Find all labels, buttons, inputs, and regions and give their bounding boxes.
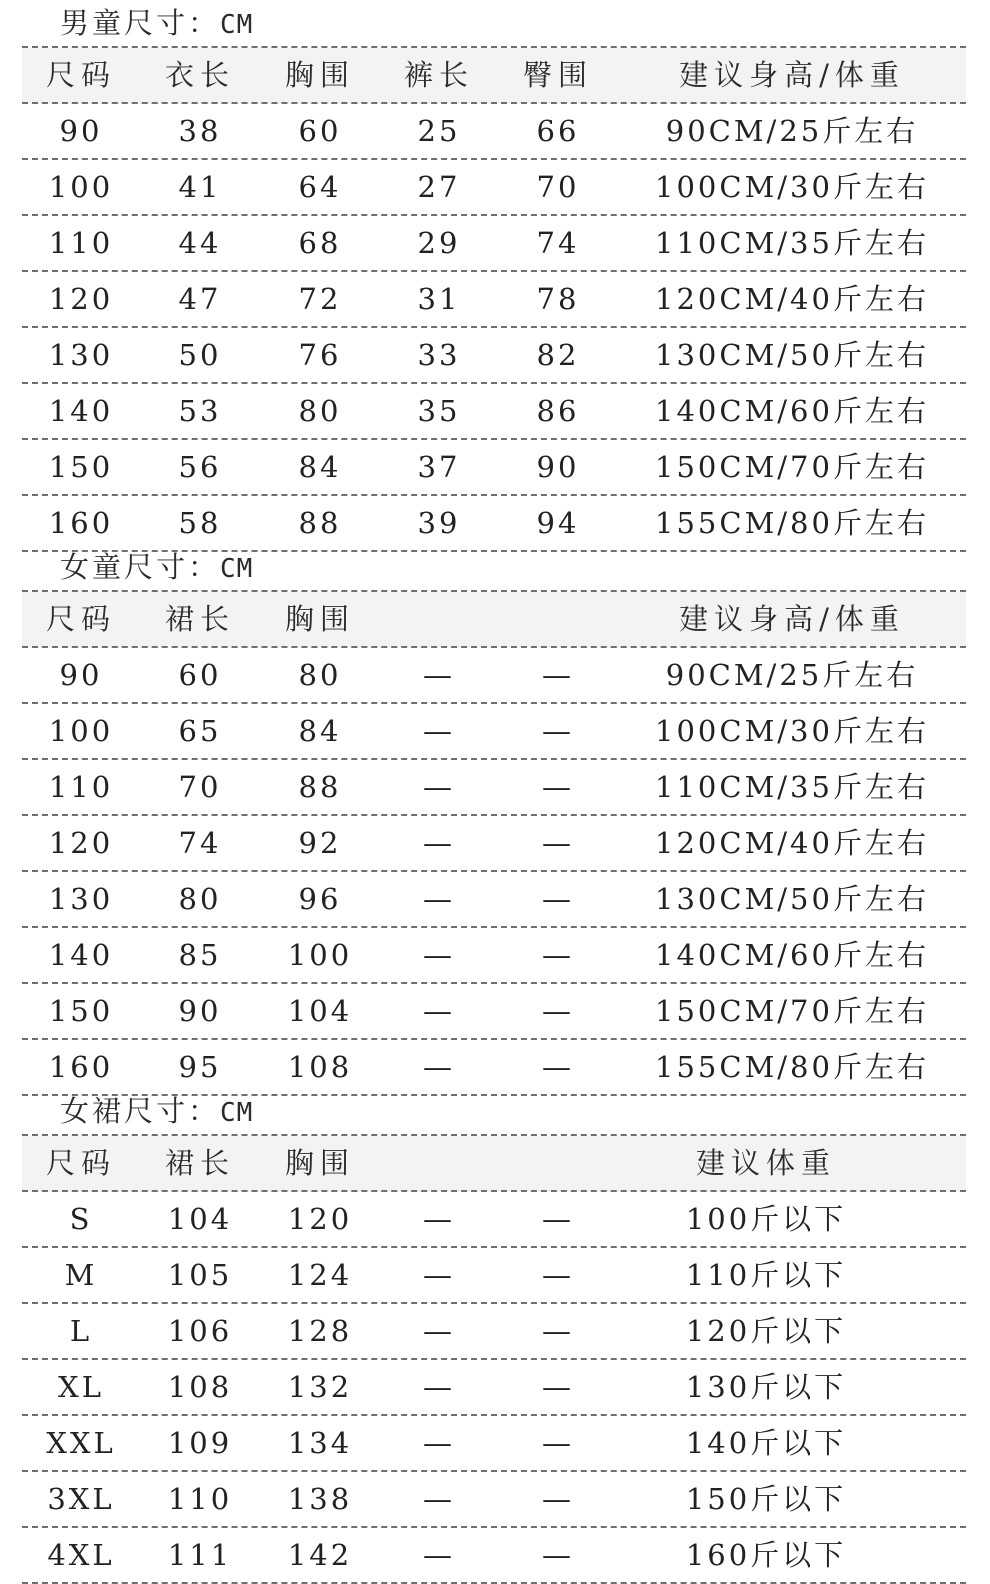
cell-size: 100 xyxy=(48,714,114,748)
table-row xyxy=(22,1248,966,1304)
boys-size-section xyxy=(22,0,966,552)
cell-length: 65 xyxy=(178,714,222,748)
cell-col5: — xyxy=(542,770,574,804)
header-size: 尺码 xyxy=(45,58,116,92)
cell-length: 95 xyxy=(178,1050,222,1084)
cell-size: 110 xyxy=(48,770,114,804)
cell-length: 104 xyxy=(167,1202,233,1236)
section-title-text: 女童尺寸： xyxy=(60,550,221,584)
cell-col4: — xyxy=(423,1258,455,1292)
cell-length: 53 xyxy=(178,394,222,428)
cell-recommendation: 90CM/25斤左右 xyxy=(665,658,919,692)
cell-col4: — xyxy=(423,938,455,972)
cell-col4: 31 xyxy=(417,282,461,316)
cell-chest: 142 xyxy=(287,1538,353,1572)
section-unit: CM xyxy=(220,10,254,40)
cell-recommendation: 120斤以下 xyxy=(685,1314,847,1348)
header-dress-length: 裙长 xyxy=(164,602,235,636)
cell-length: 111 xyxy=(167,1538,233,1572)
table-header-row xyxy=(22,1136,966,1192)
cell-col4: 35 xyxy=(417,394,461,428)
header-top-length: 衣长 xyxy=(164,58,235,92)
cell-chest: 132 xyxy=(287,1370,353,1404)
cell-size: 150 xyxy=(48,450,114,484)
table-header-row xyxy=(22,48,966,104)
cell-size: 3XL xyxy=(47,1482,115,1516)
cell-recommendation: 155CM/80斤左右 xyxy=(655,1050,929,1084)
cell-size: XXL xyxy=(46,1426,116,1460)
cell-chest: 72 xyxy=(298,282,342,316)
cell-chest: 84 xyxy=(298,450,342,484)
cell-length: 38 xyxy=(178,114,222,148)
cell-length: 74 xyxy=(178,826,222,860)
cell-length: 47 xyxy=(178,282,222,316)
cell-chest: 104 xyxy=(287,994,353,1028)
cell-recommendation: 155CM/80斤左右 xyxy=(655,506,929,540)
table-row xyxy=(22,104,966,160)
table-row xyxy=(22,704,966,760)
cell-col5: 82 xyxy=(536,338,580,372)
cell-recommendation: 100斤以下 xyxy=(685,1202,847,1236)
header-height-weight: 建议身高/体重 xyxy=(679,602,905,636)
cell-col4: — xyxy=(423,714,455,748)
cell-recommendation: 110CM/35斤左右 xyxy=(655,770,929,804)
cell-recommendation: 140斤以下 xyxy=(685,1426,847,1460)
cell-length: 56 xyxy=(178,450,222,484)
cell-chest: 76 xyxy=(298,338,342,372)
table-body xyxy=(22,648,966,1096)
section-title-text: 女裙尺寸： xyxy=(60,1094,221,1128)
cell-col4: — xyxy=(423,658,455,692)
table-row xyxy=(22,384,966,440)
cell-col5: — xyxy=(542,1258,574,1292)
cell-length: 58 xyxy=(178,506,222,540)
cell-col5: 94 xyxy=(536,506,580,540)
cell-length: 60 xyxy=(178,658,222,692)
cell-col4: — xyxy=(423,770,455,804)
table-row xyxy=(22,984,966,1040)
cell-chest: 88 xyxy=(298,506,342,540)
cell-col4: 37 xyxy=(417,450,461,484)
cell-size: L xyxy=(69,1314,93,1348)
header-chest: 胸围 xyxy=(284,58,355,92)
cell-chest: 80 xyxy=(298,394,342,428)
cell-size: 140 xyxy=(48,394,114,428)
cell-col4: 25 xyxy=(417,114,461,148)
cell-col5: — xyxy=(542,1202,574,1236)
cell-length: 109 xyxy=(167,1426,233,1460)
cell-size: 160 xyxy=(48,1050,114,1084)
cell-chest: 134 xyxy=(287,1426,353,1460)
cell-col4: — xyxy=(423,1370,455,1404)
cell-chest: 92 xyxy=(298,826,342,860)
table-row xyxy=(22,1472,966,1528)
cell-col5: — xyxy=(542,658,574,692)
cell-chest: 84 xyxy=(298,714,342,748)
cell-recommendation: 140CM/60斤左右 xyxy=(655,938,929,972)
table-row xyxy=(22,272,966,328)
header-empty xyxy=(380,1136,498,1190)
cell-size: S xyxy=(69,1202,93,1236)
table-row xyxy=(22,1416,966,1472)
cell-col5: 66 xyxy=(536,114,580,148)
cell-col4: — xyxy=(423,1050,455,1084)
cell-col5: — xyxy=(542,714,574,748)
cell-length: 106 xyxy=(167,1314,233,1348)
cell-recommendation: 100CM/30斤左右 xyxy=(655,714,929,748)
cell-recommendation: 130CM/50斤左右 xyxy=(655,338,929,372)
cell-length: 110 xyxy=(167,1482,233,1516)
cell-length: 41 xyxy=(178,170,222,204)
cell-recommendation: 150斤以下 xyxy=(685,1482,847,1516)
table-row xyxy=(22,872,966,928)
section-unit: CM xyxy=(220,554,254,584)
header-size: 尺码 xyxy=(45,602,116,636)
cell-col5: — xyxy=(542,1370,574,1404)
cell-recommendation: 110CM/35斤左右 xyxy=(655,226,929,260)
cell-size: 130 xyxy=(48,882,114,916)
table-row xyxy=(22,328,966,384)
header-size: 尺码 xyxy=(45,1146,116,1180)
table-row xyxy=(22,928,966,984)
header-empty xyxy=(498,592,618,646)
cell-chest: 128 xyxy=(287,1314,353,1348)
header-empty xyxy=(498,1136,618,1190)
cell-recommendation: 160斤以下 xyxy=(685,1538,847,1572)
cell-col5: — xyxy=(542,1314,574,1348)
cell-length: 85 xyxy=(178,938,222,972)
cell-col5: — xyxy=(542,1482,574,1516)
cell-length: 80 xyxy=(178,882,222,916)
girls-size-section xyxy=(22,544,966,1096)
cell-recommendation: 150CM/70斤左右 xyxy=(655,450,929,484)
cell-chest: 60 xyxy=(298,114,342,148)
cell-col5: 90 xyxy=(536,450,580,484)
cell-length: 50 xyxy=(178,338,222,372)
table-row xyxy=(22,440,966,496)
cell-size: 110 xyxy=(48,226,114,260)
cell-chest: 96 xyxy=(298,882,342,916)
cell-col5: — xyxy=(542,826,574,860)
cell-col4: — xyxy=(423,882,455,916)
cell-length: 44 xyxy=(178,226,222,260)
cell-size: 160 xyxy=(48,506,114,540)
cell-col5: — xyxy=(542,938,574,972)
cell-size: 90 xyxy=(59,658,103,692)
cell-col5: — xyxy=(542,882,574,916)
cell-chest: 120 xyxy=(287,1202,353,1236)
table-row xyxy=(22,648,966,704)
cell-recommendation: 120CM/40斤左右 xyxy=(655,282,929,316)
cell-chest: 80 xyxy=(298,658,342,692)
cell-col4: — xyxy=(423,1538,455,1572)
table-row xyxy=(22,816,966,872)
cell-recommendation: 100CM/30斤左右 xyxy=(655,170,929,204)
table-body xyxy=(22,1192,966,1584)
cell-col4: 27 xyxy=(417,170,461,204)
cell-col4: — xyxy=(423,1314,455,1348)
section-title xyxy=(22,1088,966,1136)
cell-length: 70 xyxy=(178,770,222,804)
cell-col5: 78 xyxy=(536,282,580,316)
cell-size: 90 xyxy=(59,114,103,148)
cell-size: 150 xyxy=(48,994,114,1028)
header-dress-length: 裙长 xyxy=(164,1146,235,1180)
cell-col5: — xyxy=(542,1426,574,1460)
table-body xyxy=(22,104,966,552)
cell-size: 4XL xyxy=(47,1538,115,1572)
section-title xyxy=(22,0,966,48)
cell-col4: 39 xyxy=(417,506,461,540)
table-row xyxy=(22,160,966,216)
cell-col5: — xyxy=(542,994,574,1028)
cell-recommendation: 110斤以下 xyxy=(685,1258,847,1292)
cell-chest: 138 xyxy=(287,1482,353,1516)
cell-col4: — xyxy=(423,1482,455,1516)
cell-col4: — xyxy=(423,994,455,1028)
header-empty xyxy=(380,592,498,646)
cell-recommendation: 130CM/50斤左右 xyxy=(655,882,929,916)
header-chest: 胸围 xyxy=(284,1146,355,1180)
table-row xyxy=(22,216,966,272)
cell-col5: 74 xyxy=(536,226,580,260)
header-pants-length: 裤长 xyxy=(403,58,474,92)
header-weight: 建议体重 xyxy=(695,1146,836,1180)
cell-size: 130 xyxy=(48,338,114,372)
cell-col5: — xyxy=(542,1050,574,1084)
cell-size: 120 xyxy=(48,826,114,860)
cell-col5: 86 xyxy=(536,394,580,428)
cell-size: 100 xyxy=(48,170,114,204)
table-row xyxy=(22,1528,966,1584)
cell-col4: 29 xyxy=(417,226,461,260)
cell-length: 108 xyxy=(167,1370,233,1404)
cell-recommendation: 130斤以下 xyxy=(685,1370,847,1404)
cell-recommendation: 140CM/60斤左右 xyxy=(655,394,929,428)
cell-chest: 88 xyxy=(298,770,342,804)
header-hip: 臀围 xyxy=(522,58,593,92)
cell-chest: 100 xyxy=(287,938,353,972)
cell-recommendation: 150CM/70斤左右 xyxy=(655,994,929,1028)
cell-size: M xyxy=(64,1258,98,1292)
cell-col4: — xyxy=(423,1426,455,1460)
table-row xyxy=(22,1192,966,1248)
cell-chest: 64 xyxy=(298,170,342,204)
cell-size: 120 xyxy=(48,282,114,316)
header-chest: 胸围 xyxy=(284,602,355,636)
table-header-row xyxy=(22,592,966,648)
table-row xyxy=(22,760,966,816)
table-row xyxy=(22,1360,966,1416)
cell-length: 105 xyxy=(167,1258,233,1292)
cell-recommendation: 90CM/25斤左右 xyxy=(665,114,919,148)
table-row xyxy=(22,1304,966,1360)
section-title xyxy=(22,544,966,592)
cell-chest: 108 xyxy=(287,1050,353,1084)
women-dress-size-section xyxy=(22,1088,966,1584)
cell-col4: 33 xyxy=(417,338,461,372)
cell-chest: 124 xyxy=(287,1258,353,1292)
section-unit: CM xyxy=(220,1098,254,1128)
cell-chest: 68 xyxy=(298,226,342,260)
cell-recommendation: 120CM/40斤左右 xyxy=(655,826,929,860)
header-height-weight: 建议身高/体重 xyxy=(679,58,905,92)
cell-length: 90 xyxy=(178,994,222,1028)
cell-size: 140 xyxy=(48,938,114,972)
cell-col5: 70 xyxy=(536,170,580,204)
section-title-text: 男童尺寸： xyxy=(60,6,221,40)
cell-col4: — xyxy=(423,1202,455,1236)
cell-col5: — xyxy=(542,1538,574,1572)
cell-size: XL xyxy=(58,1370,104,1404)
cell-col4: — xyxy=(423,826,455,860)
